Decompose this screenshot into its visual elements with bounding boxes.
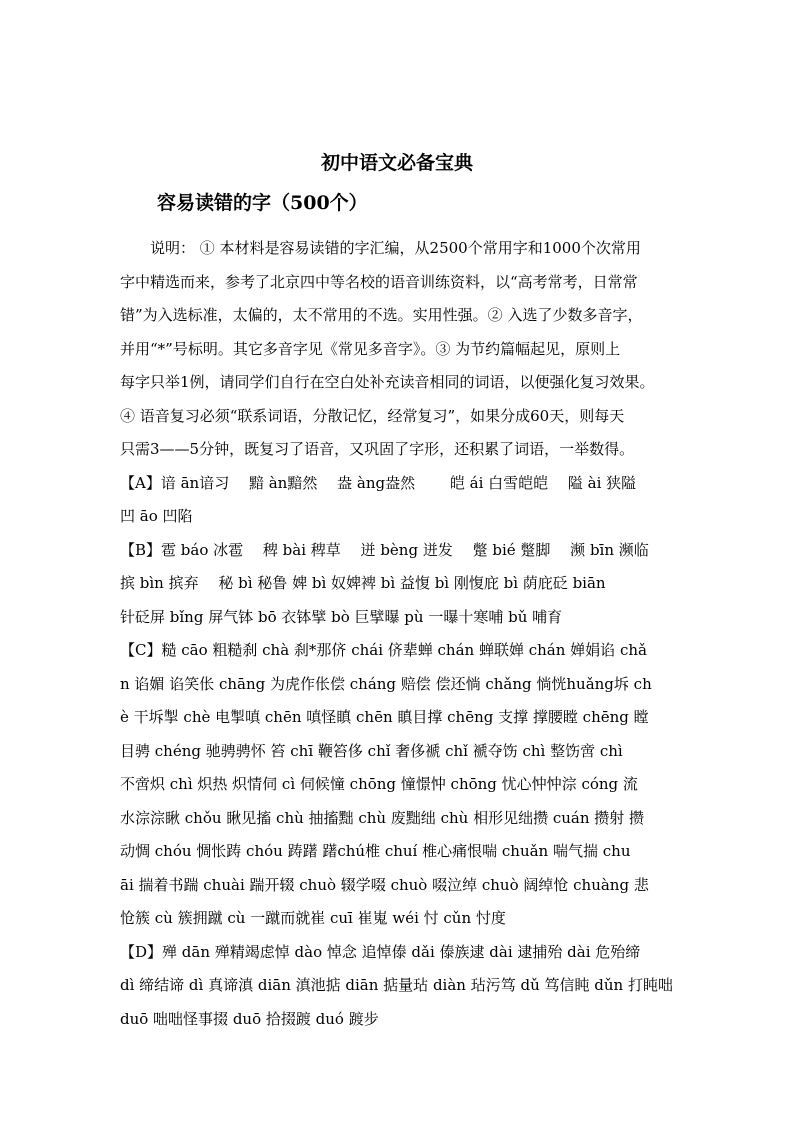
- text-line: 怆簇 cù 簇拥蹴 cù 一蹴而就崔 cuī 崔嵬 wéi 忖 cǔn 忖度: [120, 909, 506, 927]
- text-line: 【D】殚 dān 殚精竭虑悼 dào 悼念 追悼傣 dǎi 傣族逮 dài 逮捕殆 dài 危殆缔: [120, 942, 641, 961]
- text-line: 错”为入选标准，太偏的，太不常用的不选。实用性强。② 入选了少数多音字，: [120, 306, 643, 324]
- text-line: āi 揣着书踹 chuài 踹开辍 chuò 辍学啜 chuò 啜泣绰 chuò 阔绰怆 chuàng 悲: [120, 875, 649, 894]
- section-subtitle: 容易读错的字（500个）: [157, 192, 368, 214]
- text-line: 说明： ① 本材料是容易读错的字汇编，从2500个常用字和1000个次常用: [150, 239, 641, 257]
- text-line: 动惆 chóu 惆怅踌 chóu 踌躇 躇chú椎 chuí 椎心痛恨喘 chuǎn 喘气揣 chu: [120, 842, 631, 860]
- text-line: 【C】糙 cāo 粗糙刹 chà 刹*那侪 chái 侪辈蝉 chán 蝉联婵 chán 婵娟谄 chǎ: [120, 641, 647, 659]
- text-line: 【B】雹 báo 冰雹 稗 bài 稗草 迸 bèng 迸发 蹩 bié 蹩脚 濒 bīn 濒临: [120, 540, 649, 559]
- text-line: duō 咄咄怪事掇 duō 拾掇踱 duó 踱步: [120, 1009, 379, 1028]
- text-line: 【A】谙 ān谙习 黯 àn黯然 盎 àng盎然 皑 ái 白雪皑皑 隘 ài 狭隘: [120, 473, 637, 492]
- page-title: 初中语文必备宝典: [320, 152, 473, 174]
- text-line: 水淙淙瞅 chǒu 瞅见搐 chù 抽搐黜 chù 废黜绌 chù 相形见绌攒 cuán 攒射 攒: [120, 808, 645, 827]
- text-line: 字中精选而来，参考了北京四中等名校的语音训练资料，以“高考常考，日常常: [120, 272, 638, 291]
- text-line: 只需3——5分钟，既复习了语音，又巩固了字形，还积累了词语，一举数得。: [120, 440, 635, 458]
- text-line: 目骋 chéng 驰骋骋怀 笞 chī 鞭笞侈 chǐ 奢侈褫 chǐ 褫夺饬 chì 整饬啻 chì: [120, 741, 623, 760]
- text-line: ④ 语音复习必须“联系词语，分散记忆，经常复习”，如果分成60天，则每天: [120, 406, 625, 425]
- text-line: è 干坼掣 chè 电掣嗔 chēn 嗔怪瞋 chēn 瞋目撑 chēng 支撑 撑腰瞠 chēng 瞠: [120, 708, 649, 726]
- text-line: n 谄媚 谄笑伥 chāng 为虎作伥偿 cháng 赔偿 偿还惝 chǎng 惝恍huǎng坼 ch: [120, 674, 652, 693]
- text-line: 每字只举1例，请同学们自行在空白处补充读音相同的词语，以便强化复习效果。: [120, 373, 655, 391]
- text-line: 并用“*”号标明。其它多音字见《常见多音字》。③ 为节约篇幅起见，原则上: [120, 339, 621, 358]
- text-line: dì 缔结谛 dì 真谛滇 diān 滇池掂 diān 掂量玷 diàn 玷污笃 dǔ 笃信盹 dǔn 打盹咄: [120, 976, 673, 994]
- body-text: [120, 232, 680, 1036]
- text-line: 凹 āo 凹陷: [120, 507, 193, 525]
- text-line: 不啻炽 chì 炽热 炽情伺 cì 伺候憧 chōng 憧憬忡 chōng 忧心忡忡淙 cóng 流: [120, 775, 638, 793]
- text-line: 摈 bìn 摈弃 秘 bì 秘鲁 婢 bì 奴婢裨 bì 益愎 bì 刚愎庇 bì 荫庇砭 biān: [120, 574, 606, 592]
- text-line: 针砭屏 bǐng 屏气钵 bō 衣钵擘 bò 巨擘曝 pù 一曝十寒哺 bǔ 哺育: [120, 607, 563, 626]
